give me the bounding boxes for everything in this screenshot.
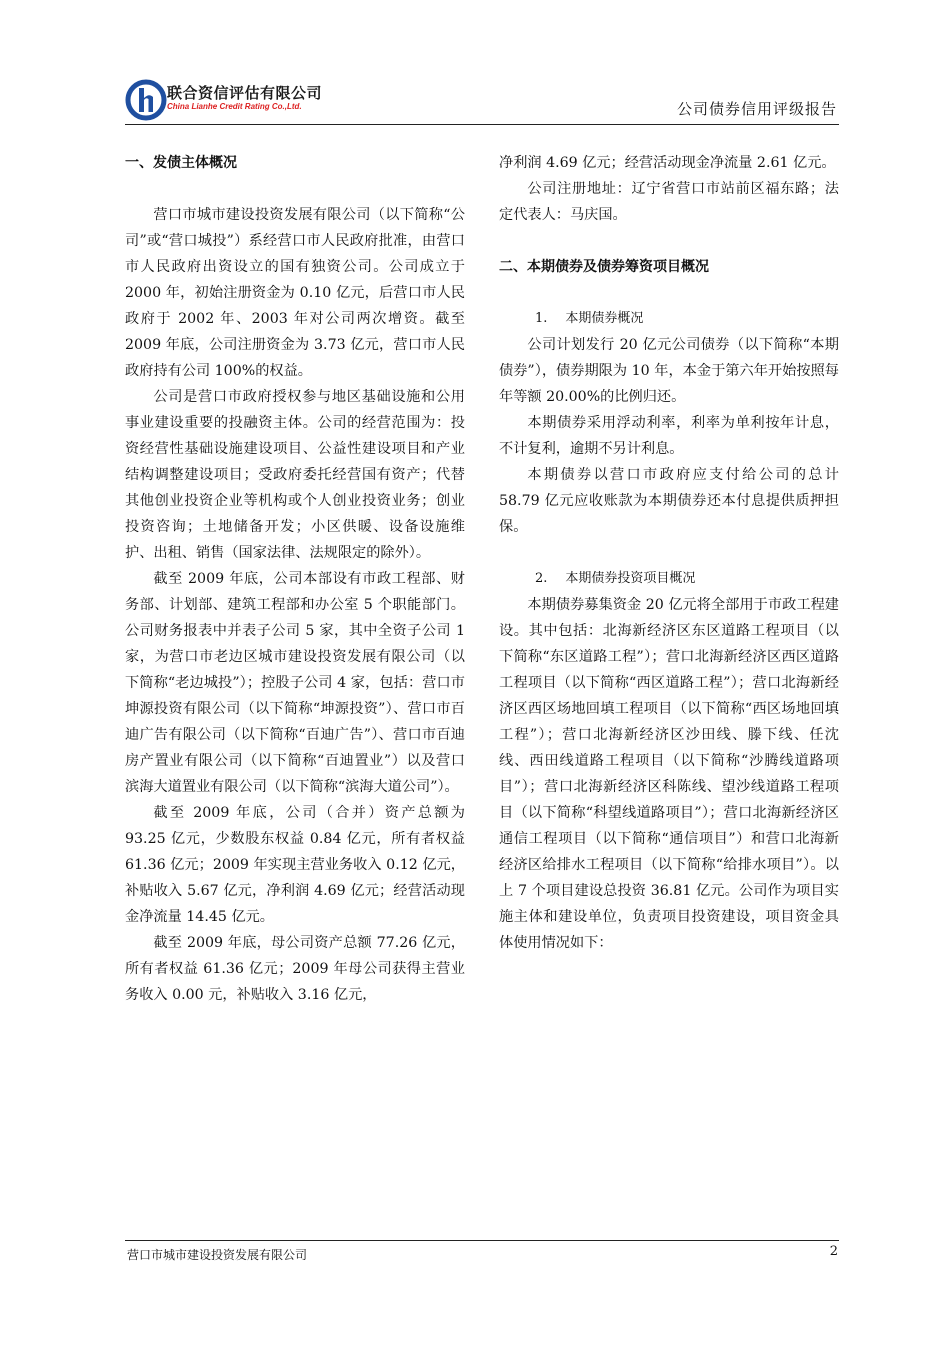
- subsection-1-heading: [499, 306, 839, 332]
- brand-name-cn: 联合资信评估有限公司: [167, 84, 323, 102]
- paragraph: 截至 2009 年底，公司本部设有市政工程部、财务部、计划部、建筑工程部和办公室 5 个职能部门。公司财务报表中并表子公司 5 家，其中全资子公司 1 家，为营口市老边区城市建设投资发展有限公司（以下简称“老边城投”）；控股子公司 4 家，包括：营口市坤源投资有限公司（以下简称“坤源投资”）、营口市百迪广告有限公司（以下简称“百迪广告”）、营口市百迪房产置业有限公司（以下简称“百迪置业”）以及营口滨海大道置业有限公司（以下简称“滨海大道公司”）。: [125, 571, 465, 795]
- right-column: [499, 150, 839, 956]
- subsection-2-number: 2.: [535, 571, 548, 586]
- paragraph: 公司是营口市政府授权参与地区基础设施和公用事业建设重要的投融资主体。公司的经营范围为：投资经营性基础设施建设项目、公益性建设项目和产业结构调整建设项目；受政府委托经营国有资产；代替其他创业投资企业等机构或个人创业投资业务；创业投资咨询；土地储备开发；小区供暖、设备设施维护、出租、销售（国家法律、法规限定的除外）。: [125, 389, 465, 561]
- subsection-2-title: 本期债券投资项目概况: [565, 571, 696, 586]
- subsection-1-number: 1.: [535, 311, 548, 326]
- page-number: 2: [829, 1244, 838, 1259]
- paragraph: 本期债券募集资金 20 亿元将全部用于市政工程建设。其中包括：北海新经济区东区道路工程项目（以下简称“东区道路工程”）；营口北海新经济区西区道路工程项目（以下简称“西区道路工程”）；营口北海新经济区西区场地回填工程项目（以下简称“西区场地回填工程”）；营口北海新经济区沙田线、滕下线、任沈线、西田线道路工程项目（以下简称“沙腾线道路项目”）；营口北海新经济区科陈线、望沙线道路工程项目（以下简称“科望线道路项目”）；营口北海新经济区通信工程项目（以下简称“通信项目”）和营口北海新经济区给排水工程项目（以下简称“给排水项目”）。以上 7 个项目建设总投资 36.81 亿元。公司作为项目实施主体和建设单位，负责项目投资建设，项目资金具体使用情况如下：: [499, 597, 839, 951]
- paragraph: 本期债券以营口市政府应支付给公司的总计 58.79 亿元应收账款为本期债券还本付息提供质押担保。: [499, 467, 839, 535]
- paragraph-continuation: 净利润 4.69 亿元；经营活动现金净流量 2.61 亿元。: [499, 155, 836, 171]
- page-header: [125, 78, 839, 126]
- paragraph: 营口市城市建设投资发展有限公司（以下简称“公司”或“营口城投”）系经营口市人民政府批准，由营口市人民政府出资设立的国有独资公司。公司成立于 2000 年，初始注册资金为 0.10 亿元，后营口市人民政府于 2002 年、2003 年对公司两次增资。截至 2009 年底，公司注册资金为 3.73 亿元，营口市人民政府持有公司 100%的权益。: [125, 207, 465, 379]
- header-divider: [125, 124, 839, 125]
- address-paragraph: 公司注册地址：辽宁省营口市站前区福东路；法定代表人：马庆国。: [499, 181, 839, 223]
- subsection-2-heading: [499, 566, 839, 592]
- section-2-title: 二、本期债券及债券筹资项目概况: [499, 259, 709, 275]
- section-1-title: 一、发债主体概况: [125, 155, 237, 171]
- paragraph: 公司计划发行 20 亿元公司债券（以下简称“本期债券”），债券期限为 10 年，本金于第六年开始按照每年等额 20.00%的比例归还。: [499, 337, 839, 405]
- report-title: 公司债券信用评级报告: [676, 100, 837, 118]
- paragraph: 截至 2009 年底，公司（合并）资产总额为 93.25 亿元，少数股东权益 0.84 亿元，所有者权益 61.36 亿元；2009 年实现主营业务收入 0.12 亿元，补贴收入 5.67 亿元，净利润 4.69 亿元；经营活动现金净流量 14.45 亿元。: [125, 805, 465, 925]
- brand-name-en: China Lianhe Credit Rating Co.,Ltd.: [167, 102, 302, 111]
- footer-company-name: 营口市城市建设投资发展有限公司: [127, 1248, 308, 1262]
- subsection-1-title: 本期债券概况: [565, 311, 644, 326]
- company-logo-icon: [125, 78, 169, 122]
- paragraph: 本期债券采用浮动利率，利率为单利按年计息，不计复利，逾期不另计利息。: [499, 415, 839, 457]
- left-column: [125, 150, 465, 1008]
- paragraph: 截至 2009 年底，母公司资产总额 77.26 亿元，所有者权益 61.36 亿元；2009 年母公司获得主营业务收入 0.00 元，补贴收入 3.16 亿元，: [125, 935, 465, 1003]
- footer-divider: [125, 1240, 839, 1241]
